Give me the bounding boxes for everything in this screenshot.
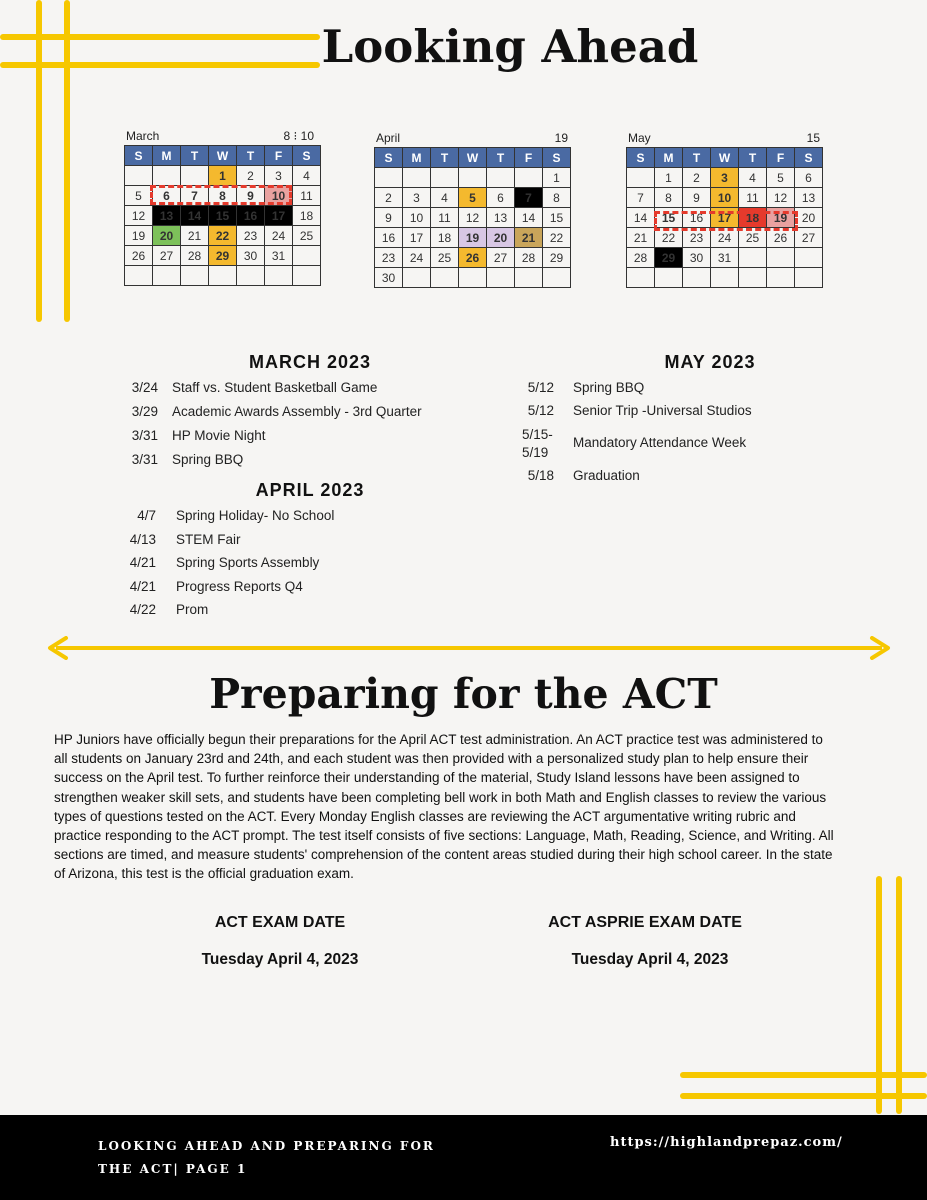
- day-cell: 29: [655, 248, 683, 268]
- day-cell: 17: [265, 206, 293, 226]
- day-cell: 18: [431, 228, 459, 248]
- day-cell: [459, 268, 487, 288]
- day-cell: 7: [515, 188, 543, 208]
- weekday-row: [375, 148, 571, 168]
- calendar-april: [374, 131, 574, 288]
- day-cell: 21: [515, 228, 543, 248]
- day-cell: 3: [403, 188, 431, 208]
- day-cell: 7: [627, 188, 655, 208]
- may-heading: MAY 2023: [664, 352, 756, 372]
- day-cell: 14: [515, 208, 543, 228]
- footer: [0, 1115, 927, 1200]
- week-row: [125, 226, 321, 246]
- day-cell: 11: [431, 208, 459, 228]
- weekday: M: [403, 148, 431, 168]
- event-date: 3/29: [131, 404, 158, 419]
- day-cell: 12: [125, 206, 153, 226]
- weekday: S: [375, 148, 403, 168]
- day-cell: 24: [403, 248, 431, 268]
- week-row: [627, 188, 823, 208]
- day-cell: 3: [265, 166, 293, 186]
- calendar-header: [626, 131, 826, 147]
- week-row: [375, 168, 571, 188]
- day-cell: 10: [403, 208, 431, 228]
- week-row: [375, 228, 571, 248]
- day-cell: 16: [683, 208, 711, 228]
- day-cell: 17: [711, 208, 739, 228]
- day-cell: 9: [375, 208, 403, 228]
- day-cell: 3: [711, 168, 739, 188]
- day-cell: [767, 248, 795, 268]
- weekday: T: [431, 148, 459, 168]
- act-asprie-label: ACT ASPRIE EXAM DATE: [548, 914, 742, 931]
- weekday: T: [739, 148, 767, 168]
- event-name: Mandatory Attendance Week: [573, 435, 747, 450]
- day-cell: 22: [209, 226, 237, 246]
- highlight-week-dashed-outline: [654, 211, 798, 231]
- week-row: [125, 166, 321, 186]
- day-cell: 26: [125, 246, 153, 266]
- day-cell: 12: [767, 188, 795, 208]
- day-cell: 22: [655, 228, 683, 248]
- event-date: 4/21: [129, 579, 156, 594]
- decor-line-top-left-vertical-1: [36, 0, 42, 322]
- event-date: 5/12: [527, 380, 554, 395]
- day-cell: 12: [459, 208, 487, 228]
- calendar-march: [124, 129, 321, 286]
- day-cell: 30: [375, 268, 403, 288]
- day-cell: 19: [459, 228, 487, 248]
- day-cell: [293, 246, 321, 266]
- section-title: Preparing for the ACT: [209, 670, 718, 718]
- day-cell: [153, 166, 181, 186]
- calendar-month-label: May: [628, 131, 651, 145]
- weekday: M: [153, 146, 181, 166]
- day-cell: 23: [683, 228, 711, 248]
- april-heading: APRIL 2023: [255, 480, 365, 500]
- event-date: 3/31: [131, 428, 158, 443]
- day-cell: [181, 166, 209, 186]
- day-cell: [795, 248, 823, 268]
- weekday: S: [125, 146, 153, 166]
- day-cell: 8: [543, 188, 571, 208]
- day-cell: 24: [265, 226, 293, 246]
- day-cell: [125, 166, 153, 186]
- day-cell: 4: [293, 166, 321, 186]
- day-cell: 20: [153, 226, 181, 246]
- day-cell: 5: [125, 186, 153, 206]
- day-cell: [237, 266, 265, 286]
- day-cell: 21: [627, 228, 655, 248]
- day-cell: 13: [795, 188, 823, 208]
- day-cell: 14: [627, 208, 655, 228]
- day-cell: 2: [375, 188, 403, 208]
- day-cell: 14: [181, 206, 209, 226]
- day-cell: 15: [655, 208, 683, 228]
- weekday: T: [181, 146, 209, 166]
- day-cell: [767, 268, 795, 288]
- day-cell: [655, 268, 683, 288]
- day-cell: [181, 266, 209, 286]
- day-cell: [375, 168, 403, 188]
- day-cell: 8: [209, 186, 237, 206]
- event-name: Academic Awards Assembly - 3rd Quarter: [172, 404, 422, 419]
- event-name: HP Movie Night: [172, 428, 266, 443]
- day-cell: 16: [237, 206, 265, 226]
- day-cell: [403, 168, 431, 188]
- calendar-header: [124, 129, 320, 145]
- day-cell: 11: [293, 186, 321, 206]
- week-row: [375, 248, 571, 268]
- page-title: Looking Ahead: [321, 20, 699, 73]
- event-date: 4/7: [137, 508, 156, 523]
- day-cell: 24: [711, 228, 739, 248]
- day-cell: 2: [683, 168, 711, 188]
- decor-line-bottom-right-vertical-2: [896, 876, 902, 1114]
- weekday: T: [683, 148, 711, 168]
- day-cell: 8: [655, 188, 683, 208]
- footer-website-link[interactable]: https://highlandprepaz.com/: [610, 1135, 843, 1150]
- day-cell: 10: [711, 188, 739, 208]
- event-name: Staff vs. Student Basketball Game: [172, 380, 378, 395]
- day-cell: [293, 266, 321, 286]
- march-heading: MARCH 2023: [248, 352, 372, 372]
- day-cell: [487, 268, 515, 288]
- day-cell: 16: [375, 228, 403, 248]
- day-cell: [627, 168, 655, 188]
- day-cell: [543, 268, 571, 288]
- day-cell: 28: [181, 246, 209, 266]
- day-cell: 27: [153, 246, 181, 266]
- day-cell: 28: [515, 248, 543, 268]
- calendar-grid: [374, 147, 571, 288]
- week-row: [125, 206, 321, 226]
- day-cell: 25: [739, 228, 767, 248]
- day-cell: 5: [459, 188, 487, 208]
- day-cell: 20: [795, 208, 823, 228]
- day-cell: [403, 268, 431, 288]
- day-cell: 19: [125, 226, 153, 246]
- footer-page-label: LOOKING AHEAD AND PREPARING FOR THE ACT| PAGE 1: [98, 1139, 435, 1176]
- event-date: 4/22: [129, 602, 156, 617]
- highlight-week-dashed-outline: [150, 185, 292, 205]
- week-row: [375, 208, 571, 228]
- decor-line-bottom-right-vertical-1: [876, 876, 882, 1114]
- event-name: Spring BBQ: [573, 380, 645, 395]
- day-cell: 4: [739, 168, 767, 188]
- day-cell: 5: [767, 168, 795, 188]
- day-cell: 18: [293, 206, 321, 226]
- day-cell: 27: [487, 248, 515, 268]
- day-cell: 23: [237, 226, 265, 246]
- day-cell: 20: [487, 228, 515, 248]
- day-cell: 25: [293, 226, 321, 246]
- day-cell: 30: [683, 248, 711, 268]
- act-exam-label: ACT EXAM DATE: [214, 914, 346, 931]
- weekday: W: [711, 148, 739, 168]
- arrow-left-icon: [46, 636, 70, 660]
- week-row: [125, 246, 321, 266]
- event-date: 4/21: [129, 555, 156, 570]
- weekday: F: [515, 148, 543, 168]
- day-cell: [739, 248, 767, 268]
- day-cell: 10: [265, 186, 293, 206]
- event-name: Graduation: [573, 468, 640, 483]
- day-cell: 6: [795, 168, 823, 188]
- event-name: Progress Reports Q4: [176, 579, 303, 594]
- event-date: 5/15- 5/19: [522, 427, 553, 460]
- day-cell: 25: [431, 248, 459, 268]
- day-cell: 1: [209, 166, 237, 186]
- arrow-right-icon: [868, 636, 892, 660]
- week-row: [125, 266, 321, 286]
- day-cell: 21: [181, 226, 209, 246]
- event-name: Spring BBQ: [172, 452, 244, 467]
- day-cell: [683, 268, 711, 288]
- weekday: S: [293, 146, 321, 166]
- day-cell: 9: [683, 188, 711, 208]
- decor-line-bottom-right-horizontal-1: [680, 1072, 927, 1078]
- day-cell: 11: [739, 188, 767, 208]
- weekday: F: [767, 148, 795, 168]
- day-cell: [515, 268, 543, 288]
- week-row: [627, 268, 823, 288]
- day-cell: 7: [181, 186, 209, 206]
- decor-line-top-left-vertical-2: [64, 0, 70, 322]
- week-row: [375, 188, 571, 208]
- day-cell: 29: [209, 246, 237, 266]
- event-name: Spring Holiday- No School: [176, 508, 335, 523]
- day-cell: 4: [431, 188, 459, 208]
- week-row: [627, 248, 823, 268]
- decor-line-bottom-right-horizontal-2: [680, 1093, 927, 1099]
- calendar-month-label: April: [376, 131, 401, 145]
- day-cell: [487, 168, 515, 188]
- day-cell: 1: [655, 168, 683, 188]
- day-cell: 9: [237, 186, 265, 206]
- weekday: S: [543, 148, 571, 168]
- day-cell: [459, 168, 487, 188]
- week-row: [375, 268, 571, 288]
- act-asprie-date: Tuesday April 4, 2023: [571, 951, 729, 968]
- day-cell: 26: [767, 228, 795, 248]
- event-name: Spring Sports Assembly: [176, 555, 320, 570]
- day-cell: 19: [767, 208, 795, 228]
- day-cell: 6: [487, 188, 515, 208]
- day-cell: [431, 168, 459, 188]
- calendar-month-label: March: [126, 129, 160, 143]
- day-cell: [209, 266, 237, 286]
- day-cell: 26: [459, 248, 487, 268]
- day-cell: [153, 266, 181, 286]
- event-date: 4/13: [129, 532, 156, 547]
- day-cell: 17: [403, 228, 431, 248]
- event-date: 3/31: [131, 452, 158, 467]
- event-date: 3/24: [131, 380, 158, 395]
- day-cell: 18: [739, 208, 767, 228]
- weekday: M: [655, 148, 683, 168]
- day-cell: 28: [627, 248, 655, 268]
- act-exam-date: Tuesday April 4, 2023: [201, 951, 359, 968]
- divider-arrow-line: [56, 646, 882, 650]
- day-cell: [431, 268, 459, 288]
- weekday-row: [125, 146, 321, 166]
- day-cell: 30: [237, 246, 265, 266]
- day-cell: 2: [237, 166, 265, 186]
- day-cell: 29: [543, 248, 571, 268]
- weekday: S: [627, 148, 655, 168]
- calendar-grid: [124, 145, 321, 286]
- calendar-week-numbers: 8 ⁝ 10: [283, 129, 314, 143]
- event-date: 5/18: [527, 468, 554, 483]
- day-cell: [711, 268, 739, 288]
- day-cell: [125, 266, 153, 286]
- weekday: W: [209, 146, 237, 166]
- weekday: F: [265, 146, 293, 166]
- weekday: S: [795, 148, 823, 168]
- day-cell: 15: [543, 208, 571, 228]
- event-date: 5/12: [527, 403, 554, 418]
- day-cell: [265, 266, 293, 286]
- day-cell: 6: [153, 186, 181, 206]
- day-cell: [739, 268, 767, 288]
- day-cell: [515, 168, 543, 188]
- calendar-may: [626, 131, 826, 288]
- act-body-paragraph: HP Juniors have officially begun their preparations for the April ACT test administration. An ACT practice test was administered to all students on January 23rd and 24th, and each student was then provided with a personalized study plan to help ensure their success on the April test. To further reinforce their understanding of the material, Study Island lessons have been assigned to strengthen weaker skill sets, and students have been completing bell work in both Math and English classes to review the various types of questions tested on the ACT. Every Monday English classes are reviewing the ACT argumentative writing rubric and practice responding to the ACT prompt. The test itself consists of five sections: Language, Math, Reading, Science, and Writing. All sections are timed, and measure students' comprehension of the content areas studied during their high school career. In the state of Arizona, this test is the official graduation exam.: [54, 732, 834, 882]
- calendar-week-numbers: 15: [806, 131, 820, 145]
- weekday-row: [627, 148, 823, 168]
- day-cell: 15: [209, 206, 237, 226]
- day-cell: 1: [543, 168, 571, 188]
- event-name: STEM Fair: [176, 532, 241, 547]
- weekday: T: [237, 146, 265, 166]
- day-cell: 27: [795, 228, 823, 248]
- day-cell: 23: [375, 248, 403, 268]
- day-cell: [627, 268, 655, 288]
- event-name: Senior Trip -Universal Studios: [573, 403, 752, 418]
- day-cell: [795, 268, 823, 288]
- calendar-week-numbers: 19: [554, 131, 568, 145]
- day-cell: 31: [265, 246, 293, 266]
- event-name: Prom: [176, 602, 209, 617]
- day-cell: 31: [711, 248, 739, 268]
- day-cell: 13: [153, 206, 181, 226]
- week-row: [627, 168, 823, 188]
- calendar-header: [374, 131, 574, 147]
- weekday: W: [459, 148, 487, 168]
- day-cell: 13: [487, 208, 515, 228]
- day-cell: 22: [543, 228, 571, 248]
- weekday: T: [487, 148, 515, 168]
